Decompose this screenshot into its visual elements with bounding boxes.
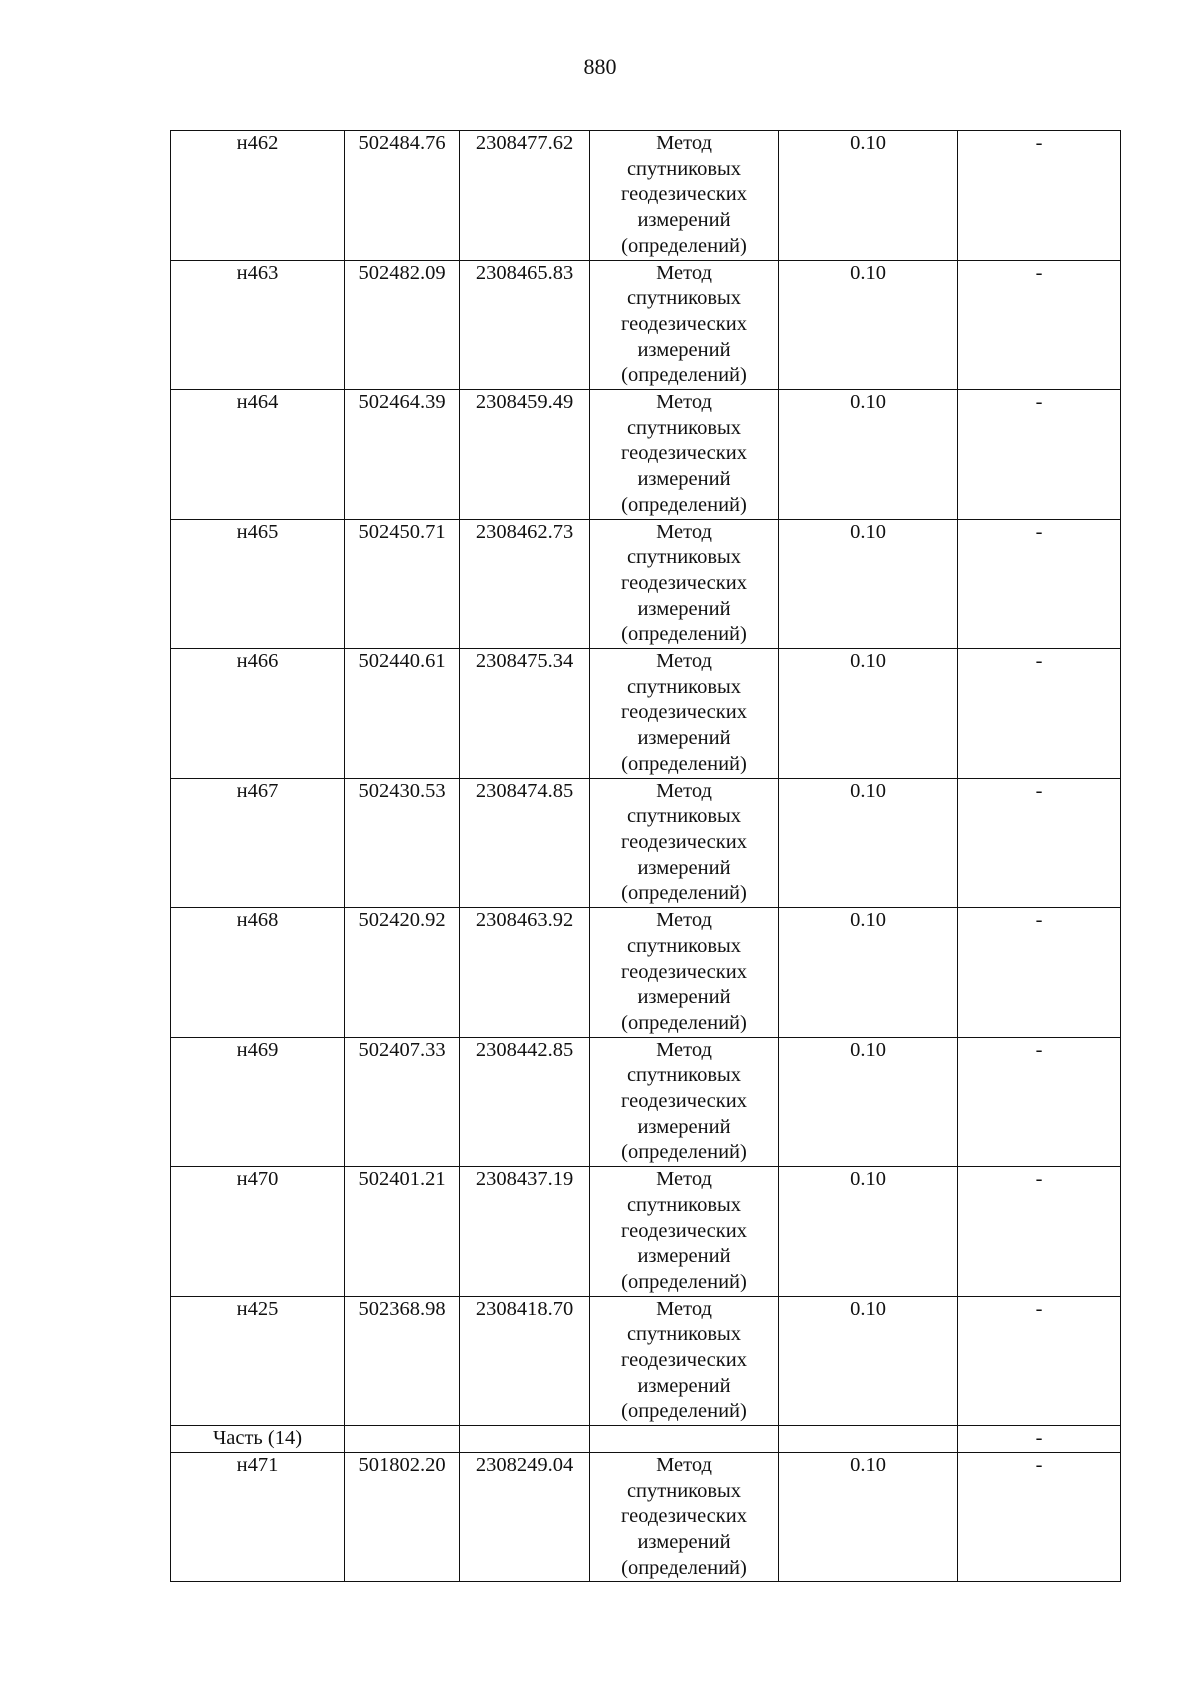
accuracy-cell: 0.10 (779, 649, 958, 779)
method-line: (определений) (621, 493, 747, 516)
section-row (171, 1426, 1121, 1453)
x-coordinate-cell: 502482.09 (345, 260, 460, 390)
method-line: (определений) (621, 1011, 747, 1034)
method-line: измерений (637, 986, 731, 1009)
method-cell (590, 260, 779, 390)
accuracy-cell: 0.10 (779, 131, 958, 261)
y-coordinate-cell: 2308462.73 (460, 519, 590, 649)
method-line: (определений) (621, 623, 747, 646)
accuracy-cell: 0.10 (779, 390, 958, 520)
y-coordinate-cell: 2308442.85 (460, 1037, 590, 1167)
point-name-cell: н471 (171, 1452, 345, 1582)
coordinates-table (170, 130, 1121, 1582)
method-line: измерений (637, 856, 731, 879)
x-coordinate-cell: 502401.21 (345, 1167, 460, 1297)
empty-cell (590, 1426, 779, 1453)
method-line: спутниковых (626, 157, 742, 180)
x-coordinate-cell: 502484.76 (345, 131, 460, 261)
method-line: измерений (637, 1115, 731, 1138)
method-line: геодезических (621, 1219, 747, 1242)
method-line: измерений (637, 1245, 731, 1268)
point-name-cell: н467 (171, 778, 345, 908)
method-line: Метод (656, 261, 712, 284)
coordinates-table-body (171, 131, 1121, 1582)
y-coordinate-cell: 2308459.49 (460, 390, 590, 520)
method-line: спутниковых (626, 1479, 742, 1502)
point-name-cell: н462 (171, 131, 345, 261)
method-line: геодезических (621, 830, 747, 853)
accuracy-cell: 0.10 (779, 778, 958, 908)
y-coordinate-cell: 2308477.62 (460, 131, 590, 261)
x-coordinate-cell: 502440.61 (345, 649, 460, 779)
method-line: спутниковых (626, 934, 742, 957)
method-line: геодезических (621, 1090, 747, 1113)
method-line: измерений (637, 338, 731, 361)
method-line: (определений) (621, 1141, 747, 1164)
point-name-cell: н469 (171, 1037, 345, 1167)
table-row (171, 1167, 1121, 1297)
method-line: измерений (637, 597, 731, 620)
table-row (171, 519, 1121, 649)
point-name-cell: н465 (171, 519, 345, 649)
x-coordinate-cell: 502407.33 (345, 1037, 460, 1167)
note-cell: - (958, 1426, 1121, 1453)
method-line: Метод (656, 391, 712, 414)
y-coordinate-cell: 2308418.70 (460, 1296, 590, 1426)
method-line: Метод (656, 650, 712, 673)
method-cell (590, 1037, 779, 1167)
method-line: спутниковых (626, 675, 742, 698)
note-cell: - (958, 1452, 1121, 1582)
y-coordinate-cell: 2308475.34 (460, 649, 590, 779)
method-line: спутниковых (626, 1064, 742, 1087)
method-line: (определений) (621, 1400, 747, 1423)
x-coordinate-cell: 502450.71 (345, 519, 460, 649)
method-line: спутниковых (626, 546, 742, 569)
accuracy-cell: 0.10 (779, 1296, 958, 1426)
y-coordinate-cell: 2308249.04 (460, 1452, 590, 1582)
method-line: измерений (637, 1374, 731, 1397)
table-row (171, 1037, 1121, 1167)
method-line: (определений) (621, 1270, 747, 1293)
method-line: (определений) (621, 234, 747, 257)
method-line: Метод (656, 779, 712, 802)
method-line: геодезических (621, 442, 747, 465)
method-line: спутниковых (626, 805, 742, 828)
method-line: геодезических (621, 701, 747, 724)
x-coordinate-cell: 502464.39 (345, 390, 460, 520)
method-line: измерений (637, 209, 731, 232)
method-cell (590, 1452, 779, 1582)
point-name-cell: н466 (171, 649, 345, 779)
method-line: Метод (656, 132, 712, 154)
page-number: 880 (583, 54, 617, 79)
empty-cell (460, 1426, 590, 1453)
method-line: спутниковых (626, 287, 742, 310)
method-line: геодезических (621, 1349, 747, 1372)
section-label-cell: Часть (14) (171, 1426, 345, 1453)
method-cell (590, 1296, 779, 1426)
method-line: Метод (656, 909, 712, 932)
method-line: спутниковых (626, 1323, 742, 1346)
method-line: измерений (637, 468, 731, 491)
empty-cell (345, 1426, 460, 1453)
method-line: спутниковых (626, 1193, 742, 1216)
method-line: геодезических (621, 571, 747, 594)
table-row (171, 1452, 1121, 1582)
note-cell: - (958, 260, 1121, 390)
x-coordinate-cell: 502368.98 (345, 1296, 460, 1426)
method-cell (590, 519, 779, 649)
accuracy-cell: 0.10 (779, 519, 958, 649)
method-line: измерений (637, 727, 731, 750)
accuracy-cell: 0.10 (779, 908, 958, 1038)
method-cell (590, 390, 779, 520)
method-line: (определений) (621, 364, 747, 387)
table-row (171, 649, 1121, 779)
method-line: Метод (656, 1453, 712, 1476)
table-row (171, 260, 1121, 390)
method-line: геодезических (621, 183, 747, 206)
method-line: Метод (656, 1297, 712, 1320)
note-cell: - (958, 390, 1121, 520)
note-cell: - (958, 1167, 1121, 1297)
table-row (171, 390, 1121, 520)
x-coordinate-cell: 502420.92 (345, 908, 460, 1038)
accuracy-cell: 0.10 (779, 1167, 958, 1297)
method-cell (590, 1167, 779, 1297)
note-cell: - (958, 131, 1121, 261)
note-cell: - (958, 1296, 1121, 1426)
point-name-cell: н463 (171, 260, 345, 390)
note-cell: - (958, 519, 1121, 649)
y-coordinate-cell: 2308437.19 (460, 1167, 590, 1297)
method-line: геодезических (621, 960, 747, 983)
method-cell (590, 649, 779, 779)
accuracy-cell: 0.10 (779, 1452, 958, 1582)
y-coordinate-cell: 2308465.83 (460, 260, 590, 390)
table-row (171, 1296, 1121, 1426)
method-line: (определений) (621, 1556, 747, 1579)
method-cell (590, 908, 779, 1038)
method-line: Метод (656, 520, 712, 543)
method-cell (590, 131, 779, 261)
y-coordinate-cell: 2308474.85 (460, 778, 590, 908)
x-coordinate-cell: 501802.20 (345, 1452, 460, 1582)
method-cell (590, 778, 779, 908)
note-cell: - (958, 1037, 1121, 1167)
point-name-cell: н464 (171, 390, 345, 520)
accuracy-cell: 0.10 (779, 260, 958, 390)
note-cell: - (958, 908, 1121, 1038)
method-line: (определений) (621, 752, 747, 775)
method-line: Метод (656, 1168, 712, 1191)
note-cell: - (958, 778, 1121, 908)
table-row (171, 778, 1121, 908)
method-line: измерений (637, 1530, 731, 1553)
y-coordinate-cell: 2308463.92 (460, 908, 590, 1038)
method-line: геодезических (621, 1505, 747, 1528)
method-line: Метод (656, 1038, 712, 1061)
empty-cell (779, 1426, 958, 1453)
method-line: (определений) (621, 882, 747, 905)
method-line: спутниковых (626, 416, 742, 439)
note-cell: - (958, 649, 1121, 779)
point-name-cell: н468 (171, 908, 345, 1038)
table-row (171, 131, 1121, 261)
x-coordinate-cell: 502430.53 (345, 778, 460, 908)
accuracy-cell: 0.10 (779, 1037, 958, 1167)
point-name-cell: н425 (171, 1296, 345, 1426)
point-name-cell: н470 (171, 1167, 345, 1297)
method-line: геодезических (621, 312, 747, 335)
table-row (171, 908, 1121, 1038)
